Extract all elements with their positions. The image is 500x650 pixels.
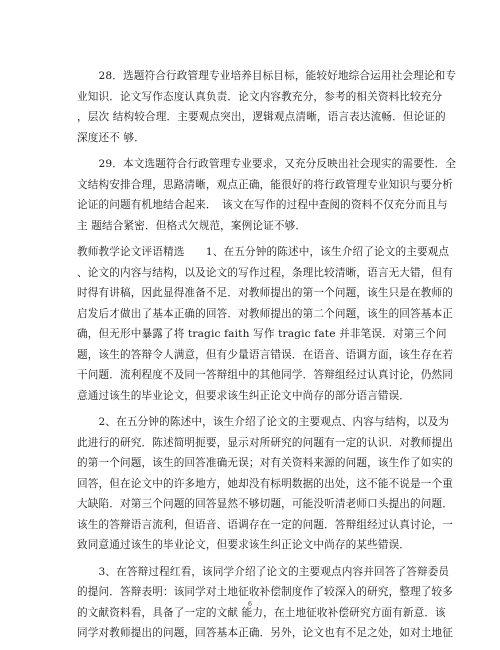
- text-line: 主 题结合紧密．但格式欠规范，案例论证不够．: [77, 219, 307, 232]
- document-body: [77, 66, 457, 650]
- paragraph-comment-2: [77, 412, 454, 556]
- text-line: 的文献资料看，具备了一定的文献 能力，在土地征收补偿研究方面有新意．该: [77, 606, 446, 619]
- text-line: 干问题．流利程度不及同一答辩组中的其他同学．答辩组经过认真讨论，仍然同: [77, 369, 454, 381]
- paragraph-comment-1: [77, 242, 454, 406]
- text-line: 28．选题符合行政管理专业培养目标目标，能较好地综合运用社会理论和专: [77, 70, 457, 82]
- text-line: 题，该生的答辩令人满意，但有少量语言错误．在语音、语调方面，该生存在若: [77, 348, 454, 361]
- paragraph-29: [77, 154, 457, 236]
- text-line: 大缺陷．对第三个问题的回答显然不够切题，可能没听清老师口头提出的问题．: [77, 498, 454, 510]
- text-line: 教师教学论文评语精选 1、在五分钟的陈述中，该生介绍了论文的主要观点: [77, 246, 450, 258]
- text-line: 该生的答辩语言流利，但语音、语调存在一定的问题．答辩组经过认真讨论，一: [77, 518, 454, 531]
- text-line: 业知识．论文写作态度认真负责．论文内容教充分，参考的相关资料比较充分: [77, 90, 443, 103]
- text-line: 的第一个问题，该生的回答准确无误；对有关资料来源的问题，该生作了如实的: [77, 457, 454, 469]
- text-line: 深度还不 够．: [77, 131, 145, 144]
- text-line: 此进行的研究．陈述简明扼要，显示对所研究的问题有一定的认识．对教师提出: [77, 436, 454, 449]
- page-number: 6: [247, 600, 253, 608]
- text-line: 的提问．答辩表明：该同学对土地征收补偿制度作了较深入的研究，整理了较多: [77, 586, 454, 598]
- paragraph-28: [77, 66, 457, 148]
- text-line: 致同意通过该生的毕业论文，但要求该生纠正论文中尚存的某些错误．: [77, 539, 411, 551]
- text-line: 文结构安排合理，思路清晰，观点正确，能很好的将行政管理专业知识与要分析: [77, 178, 454, 191]
- text-line: 2、在五分钟的陈述中，该生介绍了论文的主要观点、内容与结构，以及为: [77, 416, 450, 428]
- text-line: 启发后才做出了基本正确的回答．对教师提出的第二个问题，该生的回答基本正: [77, 307, 454, 320]
- text-line: 3、在答辩过程红看，该同学介绍了论文的主要观点内容并回答了答辩委员: [77, 565, 450, 578]
- text-line: 同学对教师提出的问题，回答基本正确．另外，论文也有不足之处，如对土地征: [77, 627, 454, 639]
- text-line: 确，但无形中暴露了将 tragic faith 写作 tragic fate 并非笔误．对第三个问: [77, 328, 447, 340]
- text-line: 、论文的内容与结构，以及论文的写作过程，条理比较清晰，语言无大错，但有: [77, 266, 454, 279]
- text-line: 意通过该生的毕业论文，但要求该生纠正论文中尚存的部分语言错误．: [77, 389, 411, 402]
- text-line: ，层次 结构较合理．主要观点突出，逻辑观点清晰，语言表达流畅．但论证的: [77, 111, 446, 123]
- text-line: 时得有讲稿，因此显得准备不足．对教师提出的第一个问题，该生只是在教师的: [77, 287, 454, 299]
- text-line: 29．本文选题符合行政管理专业要求，又充分反映出社会现实的需要性．全: [77, 158, 457, 170]
- text-line: 回答，但在论文中的许多地方，她却没有标明数据的出处，这不能不说是一个重: [77, 477, 454, 490]
- text-line: 论证的问题有机地结合起来． 该文在写作的过程中查阅的资料不仅充分而且与: [77, 199, 448, 211]
